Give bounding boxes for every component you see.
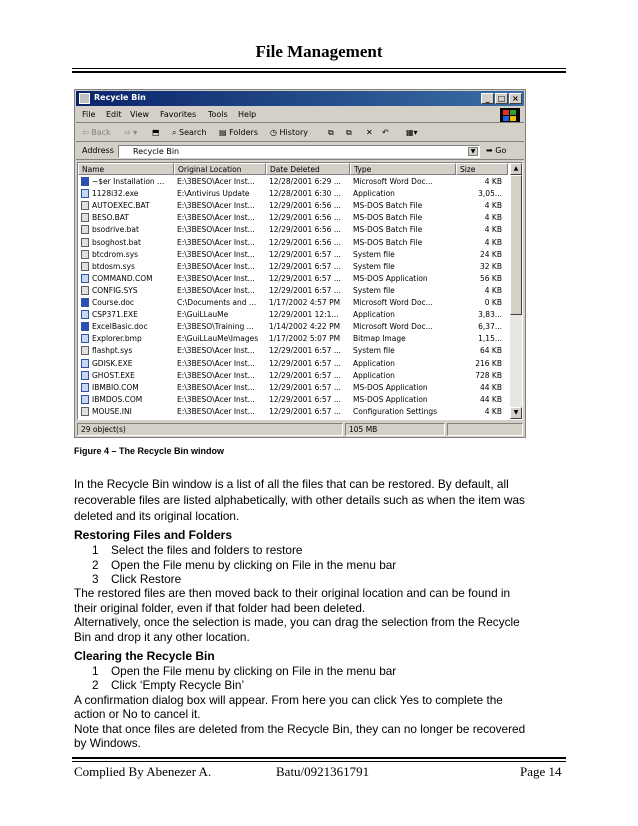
file-size: 4 KB	[484, 237, 502, 247]
file-row[interactable]	[78, 358, 508, 370]
file-row[interactable]	[78, 273, 508, 285]
step-text: Click Restore	[111, 572, 182, 586]
file-loc: E:\3BESO\Acer Inst...	[177, 237, 255, 247]
file-date: 1/14/2002 4:22 PM	[269, 322, 341, 332]
footer-rule	[72, 761, 566, 762]
file-row[interactable]	[78, 321, 508, 333]
file-date: 12/29/2001 12:1...	[269, 310, 339, 320]
file-type: Application	[353, 189, 395, 199]
file-loc: E:\3BESO\Acer Inst...	[177, 177, 255, 186]
file-row[interactable]	[78, 237, 508, 249]
file-name: bsodrive.bat	[92, 225, 139, 235]
clear-step	[92, 678, 244, 692]
step-number: 3	[92, 572, 99, 586]
step-number: 1	[92, 543, 99, 557]
file-date: 12/29/2001 6:57 ...	[269, 382, 341, 392]
clear-paragraph-line: by Windows.	[74, 736, 141, 750]
footer-author: Complied By Abenezer A.	[74, 764, 212, 779]
file-type: Application	[353, 310, 395, 320]
restore-paragraph-line: Bin and drop it any other location.	[74, 630, 250, 644]
delete-icon[interactable]: ✕	[366, 128, 373, 137]
file-name: btcdrom.sys	[92, 249, 139, 259]
file-name: Explorer.bmp	[92, 334, 142, 344]
file-name: MOUSE.INI	[92, 406, 132, 416]
menu-bar	[76, 107, 524, 123]
file-size: 4 KB	[484, 406, 502, 416]
file-date: 12/28/2001 6:29 ...	[269, 177, 341, 186]
close-button[interactable]: ×	[509, 93, 522, 104]
file-date: 12/29/2001 6:57 ...	[269, 370, 341, 380]
file-date: 12/29/2001 6:57 ...	[269, 261, 341, 271]
windows-logo-icon	[500, 108, 520, 122]
file-loc: E:\3BESO\Acer Inst...	[177, 249, 255, 259]
file-size: 728 KB	[475, 370, 502, 380]
file-size: 6,37...	[478, 322, 502, 332]
file-name: COMMAND.COM	[92, 273, 153, 283]
restore-paragraph-line: The restored files are then moved back to their original location and can be found in	[74, 586, 511, 600]
file-row[interactable]	[78, 345, 508, 357]
file-date: 12/29/2001 6:57 ...	[269, 249, 341, 259]
address-dropdown-icon[interactable]: ▼	[468, 147, 478, 156]
file-date: 12/29/2001 6:57 ...	[269, 346, 341, 356]
file-loc: E:\3BESO\Acer Inst...	[177, 201, 255, 211]
forward-arrow-icon[interactable]: ⇨ ▾	[124, 128, 138, 137]
file-row[interactable]	[78, 188, 508, 200]
scroll-up-icon[interactable]: ▲	[510, 163, 522, 175]
restore-paragraph-line: their original folder, even if that folder had been deleted.	[74, 601, 366, 615]
file-list	[77, 162, 523, 420]
step-number: 2	[92, 678, 99, 692]
vertical-scrollbar[interactable]	[510, 163, 522, 419]
file-gear-icon	[81, 250, 89, 259]
file-loc: E:\3BESO\Acer Inst...	[177, 273, 255, 283]
file-size: 4 KB	[484, 285, 502, 295]
title-bar	[76, 91, 524, 106]
folders-button[interactable]	[219, 128, 258, 137]
back-arrow-icon: ⇦	[82, 128, 92, 137]
undo-icon[interactable]: ↶	[382, 128, 389, 137]
file-name: 1128i32.exe	[92, 189, 139, 199]
column-header-date-deleted[interactable]: Date Deleted	[266, 163, 350, 175]
status-object-count: 29 object(s)	[77, 423, 343, 436]
file-type: MS-DOS Batch File	[353, 213, 423, 223]
file-size: 3,83...	[478, 310, 502, 320]
file-app-icon	[81, 383, 89, 392]
file-row[interactable]	[78, 249, 508, 261]
clear-paragraph-line: action or No to cancel it.	[74, 707, 201, 721]
folders-label: Folders	[229, 128, 258, 137]
step-text: Open the File menu by clicking on File in the menu bar	[111, 558, 397, 572]
status-blank-pane	[447, 423, 523, 436]
step-text: Select the files and folders to restore	[111, 543, 303, 557]
file-row[interactable]	[78, 370, 508, 382]
go-button[interactable]: ➡ Go	[486, 146, 507, 155]
clear-paragraph-line: Note that once files are deleted from the Recycle Bin, they can no longer be recovered	[74, 722, 526, 736]
file-row[interactable]	[78, 333, 508, 345]
file-loc: E:\3BESO\Acer Inst...	[177, 406, 255, 416]
file-gear-icon	[81, 201, 89, 210]
file-app-icon	[81, 395, 89, 404]
history-icon: ◷	[270, 128, 277, 137]
file-date: 12/29/2001 6:56 ...	[269, 237, 341, 247]
file-date: 12/29/2001 6:57 ...	[269, 273, 341, 283]
file-app-icon	[81, 359, 89, 368]
move-to-icon[interactable]: ⧉	[328, 128, 334, 137]
file-row[interactable]	[78, 285, 508, 297]
window-title: Recycle Bin	[94, 93, 146, 102]
file-date: 12/29/2001 6:57 ...	[269, 394, 341, 404]
file-row[interactable]	[78, 406, 508, 418]
file-date: 12/29/2001 6:57 ...	[269, 285, 341, 295]
file-gear-icon	[81, 238, 89, 247]
minimize-button[interactable]: _	[481, 93, 494, 104]
maximize-button[interactable]: □	[495, 93, 508, 104]
file-type: Configuration Settings	[353, 406, 438, 416]
intro-line: In the Recycle Bin window is a list of all the files that can be restored. By default, all	[74, 477, 509, 491]
restore-step	[92, 543, 302, 557]
file-row[interactable]	[78, 224, 508, 236]
file-name: bsoghost.bat	[92, 237, 141, 247]
file-row[interactable]	[78, 212, 508, 224]
restore-paragraph-line: Alternatively, once the selection is made, you can drag the selection from the Recycle	[74, 615, 520, 629]
file-size: 0 KB	[484, 298, 502, 307]
file-app-icon	[81, 189, 89, 198]
history-button[interactable]	[270, 128, 308, 137]
file-size: 1,15...	[478, 334, 502, 344]
back-button[interactable]	[82, 128, 111, 137]
file-type: Microsoft Word Doc...	[353, 177, 433, 186]
file-type: Application	[353, 370, 395, 380]
file-loc: E:\3BESO\Acer Inst...	[177, 358, 255, 368]
file-type: Application	[353, 358, 395, 368]
file-app-icon	[81, 334, 89, 343]
file-gear-icon	[81, 346, 89, 355]
file-date: 12/29/2001 6:57 ...	[269, 358, 341, 368]
file-date: 1/17/2002 4:57 PM	[269, 298, 341, 307]
file-name: ~$er Installation ...	[92, 177, 165, 186]
heading-restoring: Restoring Files and Folders	[74, 528, 233, 542]
file-loc: E:\Antivirus Update	[177, 189, 250, 199]
file-name: btdosm.sys	[92, 261, 135, 271]
file-name: AUTOEXEC.BAT	[92, 201, 150, 211]
figure-caption: Figure 4 – The Recycle Bin window	[74, 446, 225, 456]
file-row[interactable]	[78, 309, 508, 321]
clear-step	[92, 664, 396, 678]
file-gear-icon	[81, 262, 89, 271]
file-gear-icon	[81, 407, 89, 416]
search-icon: ⌕	[172, 128, 177, 137]
file-row[interactable]	[78, 297, 508, 309]
file-size: 64 KB	[480, 346, 502, 356]
column-header-type[interactable]: Type	[350, 163, 456, 175]
file-type: MS-DOS Application	[353, 382, 428, 392]
file-type: System file	[353, 285, 395, 295]
menu-favorites[interactable]: Favorites	[160, 110, 197, 119]
restore-step	[92, 572, 181, 586]
file-size: 4 KB	[484, 225, 502, 235]
file-type: System file	[353, 346, 395, 356]
file-name: Course.doc	[92, 298, 135, 307]
file-size: 4 KB	[484, 177, 502, 186]
file-date: 12/29/2001 6:56 ...	[269, 225, 341, 235]
recycle-bin-window	[74, 89, 526, 438]
file-date: 12/29/2001 6:57 ...	[269, 406, 341, 416]
file-loc: E:\3BESO\Acer Inst...	[177, 285, 255, 295]
file-row[interactable]	[78, 382, 508, 394]
copy-to-icon[interactable]: ⧉	[346, 128, 352, 137]
file-name: flashpt.sys	[92, 346, 133, 356]
file-loc: E:\GuiLLauMe	[177, 310, 229, 320]
file-row[interactable]	[78, 200, 508, 212]
file-name: GDISK.EXE	[92, 358, 133, 368]
file-row[interactable]	[78, 176, 508, 188]
toolbar	[76, 124, 524, 142]
file-word-icon	[81, 322, 89, 331]
address-value: Recycle Bin	[133, 147, 180, 156]
recycle-bin-icon	[79, 93, 90, 104]
folders-icon: ▤	[219, 128, 227, 137]
step-number: 1	[92, 664, 99, 678]
address-bar	[76, 143, 524, 160]
heading-clearing: Clearing the Recycle Bin	[74, 649, 215, 663]
file-type: MS-DOS Batch File	[353, 237, 423, 247]
file-loc: E:\GuiLLauMe\Images	[177, 334, 259, 344]
file-date: 12/29/2001 6:56 ...	[269, 201, 341, 211]
footer-rule-thick	[72, 757, 566, 759]
go-label: Go	[495, 146, 507, 155]
footer-contact: Batu/0921361791	[276, 764, 370, 779]
file-name: BESO.BAT	[92, 213, 129, 223]
file-loc: E:\3BESO\Acer Inst...	[177, 261, 255, 271]
intro-line: deleted and its original location.	[74, 509, 240, 523]
menu-file[interactable]: File	[82, 110, 96, 119]
file-loc: E:\3BESO\Acer Inst...	[177, 225, 255, 235]
file-size: 3,05...	[478, 189, 502, 199]
footer-page-number: Page 14	[520, 764, 562, 779]
scroll-down-icon[interactable]: ▼	[510, 407, 522, 419]
intro-line: recoverable files are listed alphabetically, with other details such as when the item was	[74, 493, 525, 507]
file-size: 4 KB	[484, 213, 502, 223]
file-size: 216 KB	[475, 358, 502, 368]
file-type: MS-DOS Application	[353, 394, 428, 404]
file-date: 12/29/2001 6:56 ...	[269, 213, 341, 223]
status-bar	[77, 423, 523, 436]
file-loc: E:\3BESO\Acer Inst...	[177, 346, 255, 356]
file-loc: E:\3BESO\Acer Inst...	[177, 370, 255, 380]
file-gear-icon	[81, 225, 89, 234]
file-loc: C:\Documents and ...	[177, 298, 257, 307]
column-header-name[interactable]: Name	[78, 163, 174, 175]
file-type: System file	[353, 261, 395, 271]
file-name: ExcelBasic.doc	[92, 322, 148, 332]
views-icon[interactable]: ▦▾	[406, 128, 418, 137]
address-label: Address	[82, 146, 114, 155]
file-date: 1/17/2002 5:07 PM	[269, 334, 341, 344]
status-total-size: 105 MB	[345, 423, 445, 436]
search-label: Search	[179, 128, 207, 137]
file-loc: E:\3BESO\Acer Inst...	[177, 382, 255, 392]
file-app-icon	[81, 310, 89, 319]
file-type: MS-DOS Application	[353, 273, 428, 283]
search-button[interactable]	[172, 128, 207, 138]
file-type: MS-DOS Batch File	[353, 225, 423, 235]
file-type: System file	[353, 249, 395, 259]
file-size: 32 KB	[480, 261, 502, 271]
file-name: CONFIG.SYS	[92, 285, 138, 295]
file-size: 4 KB	[484, 201, 502, 211]
file-word-icon	[81, 298, 89, 307]
menu-tools[interactable]: Tools	[208, 110, 228, 119]
file-loc: E:\3BESO\Acer Inst...	[177, 213, 255, 223]
file-size: 44 KB	[480, 382, 502, 392]
file-row[interactable]	[78, 261, 508, 273]
file-type: MS-DOS Batch File	[353, 201, 423, 211]
column-header-size[interactable]: Size	[456, 163, 508, 175]
header-rule	[72, 68, 566, 69]
back-label: Back	[91, 128, 111, 137]
up-folder-icon[interactable]: ⬒	[152, 128, 160, 137]
step-text: Click ‘Empty Recycle Bin’	[111, 678, 245, 692]
file-app-icon	[81, 274, 89, 283]
file-name: GHOST.EXE	[92, 370, 135, 380]
file-name: IBMDOS.COM	[92, 394, 143, 404]
file-name: IBMBIO.COM	[92, 382, 139, 392]
scroll-thumb[interactable]	[510, 175, 522, 315]
file-type: Bitmap Image	[353, 334, 406, 344]
file-loc: E:\3BESO\Training ...	[177, 322, 254, 332]
file-gear-icon	[81, 213, 89, 222]
file-size: 24 KB	[480, 249, 502, 259]
column-header-original-location[interactable]: Original Location	[174, 163, 266, 175]
clear-paragraph-line: A confirmation dialog box will appear. From here you can click Yes to complete the	[74, 693, 503, 707]
file-gear-icon	[81, 286, 89, 295]
file-name: CSP371.EXE	[92, 310, 138, 320]
page-header: File Management	[255, 42, 383, 61]
file-app-icon	[81, 371, 89, 380]
history-label: History	[279, 128, 308, 137]
file-type: Microsoft Word Doc...	[353, 298, 433, 307]
file-row[interactable]	[78, 394, 508, 406]
menu-help[interactable]: Help	[238, 110, 257, 119]
file-word-icon	[81, 177, 89, 186]
step-text: Open the File menu by clicking on File in the menu bar	[111, 664, 397, 678]
menu-view[interactable]: View	[130, 110, 149, 119]
file-loc: E:\3BESO\Acer Inst...	[177, 394, 255, 404]
menu-edit[interactable]: Edit	[106, 110, 122, 119]
address-input[interactable]	[118, 145, 480, 158]
step-number: 2	[92, 558, 99, 572]
header-rule-thick	[72, 71, 566, 73]
restore-step	[92, 558, 396, 572]
file-date: 12/28/2001 6:30 ...	[269, 189, 341, 199]
file-size: 44 KB	[480, 394, 502, 404]
file-type: Microsoft Word Doc...	[353, 322, 433, 332]
file-size: 56 KB	[480, 273, 502, 283]
